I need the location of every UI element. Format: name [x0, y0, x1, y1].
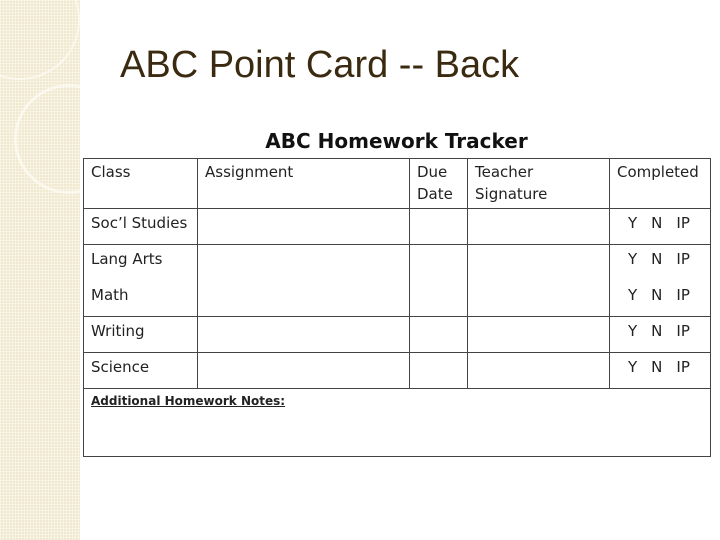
option-yes[interactable]: Y	[628, 250, 638, 268]
option-no[interactable]: N	[651, 214, 663, 232]
option-no[interactable]: N	[651, 285, 663, 304]
option-yes[interactable]: Y	[628, 214, 638, 232]
teacher-signature-cell[interactable]	[468, 245, 610, 317]
due-date-cell[interactable]	[410, 209, 468, 245]
header-due-date	[410, 159, 468, 209]
option-in-progress[interactable]: IP	[676, 358, 690, 376]
table-row	[84, 245, 711, 281]
header-teacher-line1: Teacher	[475, 163, 534, 181]
option-no[interactable]: N	[651, 322, 663, 340]
assignment-cell[interactable]	[198, 209, 410, 245]
completed-options	[610, 353, 711, 389]
table-row	[84, 353, 711, 389]
teacher-signature-cell[interactable]	[468, 209, 610, 245]
row-class-label: Science	[84, 353, 198, 389]
table-row	[84, 317, 711, 353]
completed-options	[610, 245, 711, 281]
header-teacher-line2: Signature	[475, 185, 548, 203]
teacher-signature-cell[interactable]	[468, 353, 610, 389]
tracker-title: ABC Homework Tracker	[265, 129, 528, 153]
decorative-side-strip	[0, 0, 80, 540]
notes-label: Additional Homework Notes:	[91, 394, 286, 408]
option-yes[interactable]: Y	[628, 322, 638, 340]
row-class-label: Writing	[84, 317, 198, 353]
option-no[interactable]: N	[651, 358, 663, 376]
notes-row	[84, 389, 711, 457]
option-in-progress[interactable]: IP	[676, 285, 690, 304]
table-header-row	[84, 159, 711, 209]
table-row	[84, 209, 711, 245]
option-no[interactable]: N	[651, 250, 663, 268]
header-teacher-signature	[468, 159, 610, 209]
decorative-circle	[0, 0, 80, 80]
completed-options	[610, 281, 711, 317]
header-due-line2: Date	[417, 185, 453, 203]
option-in-progress[interactable]: IP	[676, 214, 690, 232]
header-due-line1: Due	[417, 163, 448, 181]
due-date-cell[interactable]	[410, 353, 468, 389]
completed-options	[610, 317, 711, 353]
slide-title: ABC Point Card -- Back	[120, 44, 520, 86]
assignment-cell[interactable]	[198, 353, 410, 389]
header-completed: Completed	[610, 159, 711, 209]
notes-cell[interactable]	[84, 389, 711, 457]
header-class: Class	[84, 159, 198, 209]
option-yes[interactable]: Y	[628, 358, 638, 376]
row-class-label: Math	[84, 281, 198, 317]
tracker-table	[83, 158, 711, 457]
due-date-cell[interactable]	[410, 245, 468, 317]
row-class-label: Lang Arts	[84, 245, 198, 281]
row-class-label: Soc’l Studies	[84, 209, 198, 245]
homework-tracker	[83, 125, 710, 455]
header-assignment: Assignment	[198, 159, 410, 209]
teacher-signature-cell[interactable]	[468, 317, 610, 353]
completed-options	[610, 209, 711, 245]
assignment-cell[interactable]	[198, 245, 410, 317]
due-date-cell[interactable]	[410, 317, 468, 353]
option-in-progress[interactable]: IP	[676, 322, 690, 340]
assignment-cell[interactable]	[198, 317, 410, 353]
option-yes[interactable]: Y	[628, 285, 638, 304]
option-in-progress[interactable]: IP	[676, 250, 690, 268]
